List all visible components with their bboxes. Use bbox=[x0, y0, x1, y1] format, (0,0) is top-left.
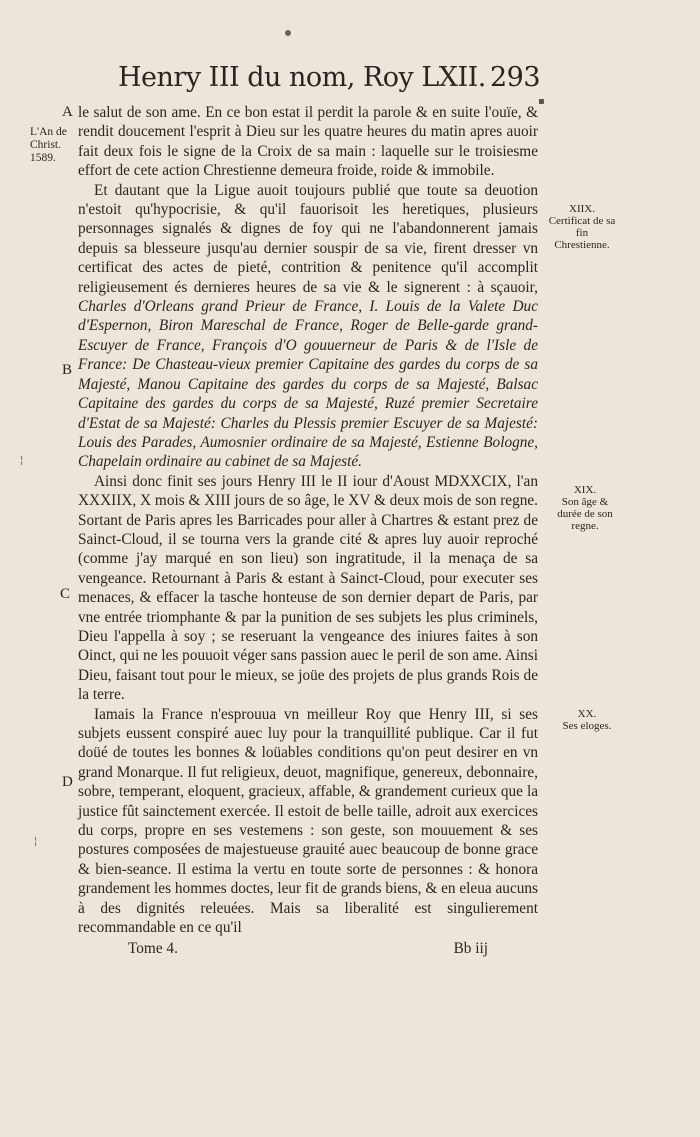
ink-spot bbox=[285, 30, 291, 36]
paragraph-certificate bbox=[78, 181, 538, 472]
year-note-line2: Christ. bbox=[30, 139, 61, 151]
margin-note-19-text: Certificat de sa fin Chrestienne. bbox=[548, 215, 616, 251]
year-note-line1: L'An de bbox=[30, 126, 67, 138]
section-letter-a: A bbox=[62, 104, 73, 120]
margin-note-20 bbox=[552, 484, 618, 532]
margin-note-19-number: XIIX. bbox=[569, 203, 595, 215]
margin-note-21-number: XX. bbox=[577, 708, 597, 720]
margin-note-21-text: Ses eloges. bbox=[562, 720, 612, 732]
certificate-intro: Et dautant que la Ligue auoit toujours publié que toute sa deuotion n'estoit qu'hypocrisie, & qu'il fauorisoit les heretiques, plusieurs personnages signalés & dignes de foy qui ne l'abandonnerent jamais depuis sa blesseure jusqu'au dernier souspir de sa vie, firent dresser vn certificat des actes de pieté, contrition & penitence qu'il accomplit religieusement és dernieres heures de sa vie & le signerent : à sçauoir, bbox=[78, 181, 538, 296]
section-letter-c: C bbox=[60, 586, 71, 602]
page-number: 293 bbox=[490, 62, 541, 93]
signature-mark: Tome 4. bbox=[128, 940, 178, 958]
year-note bbox=[30, 126, 67, 165]
certificate-signatories: Charles d'Orleans grand Prieur de France, I. Louis de la Valete Duc d'Espernon, Biron Mareschal de France, Roger de Belle-garde grand-Escuyer de France, François d'O gouuerneur de Paris & de l'Isle de France: De Chasteau-vieux premier Capitaine des gardes du corps de sa Majesté, Manou Capitaine des gardes du corps de sa Majesté, Balsac Capitaine des gardes du corps de sa Majesté, Ruzé premier Secretaire d'Estat de sa Majesté: Charles du Plessis premier Escuyer de sa Majesté: Louis des Parades, Aumosnier ordinaire de sa Majesté, Estienne Bologne, Chapelain ordinaire au cabinet de sa Majesté. bbox=[78, 298, 538, 471]
margin-note-19 bbox=[548, 203, 616, 251]
margin-mark: ¦ bbox=[34, 836, 38, 847]
section-letter-d: D bbox=[62, 774, 73, 790]
section-letter-b: B bbox=[62, 362, 73, 378]
catchword: Bb iij bbox=[453, 940, 488, 958]
main-text-block bbox=[78, 103, 538, 959]
paragraph-eulogy: Iamais la France n'esprouua vn meilleur Roy que Henry III, si ses subjets eussent conspiré auec luy pour la tranquillité publique. Car il fut doüé de toutes les bonnes & loüables conditions qu'on peut desirer en vn grand Monarque. Il fut religieux, deuot, magnifique, genereux, debonnaire, sobre, temperant, eloquent, gracieux, affable, & grandement curieux que la justice fût sainctement exercée. Il estoit de belle taille, adroit aux exercices du corps, propre en ses vestemens : son geste, son mouuement & ses postures composées de majestueuse grauité auec beaucoup de bonne grace & bien-seance. Il estima la vertu en toute sorte de personnes : & honora grandement les hommes doctes, leur fit de grands biens, & en eleua aucuns à des dignités releuées. Mais sa liberalité est singulierement recommandable en ce qu'il bbox=[78, 705, 538, 937]
paragraph-reign-end: Ainsi donc finit ses jours Henry III le II iour d'Aoust MDXXCIX, l'an XXXIIX, X mois & XIII jours de so âge, le XV & deux mois de son regne. Sortant de Paris apres les Barricades pour aller à Chartres & estant prez de Sainct-Cloud, il se tourna vers la grande cité & apres luy auoir reproché (comme j'ay marqué en son lieu) son ingratitude, il la menaça de sa vengeance. Retournant à Paris & estant à Sainct-Cloud, pour executer ses menaces, & effacer la tasche honteuse de son dernier depart de Paris, par vne entrée triomphante & par la punition de ses subjets les plus criminels, Dieu l'appella à soy ; se reseruant la vengeance des iniures faites à son Oinct, qui ne les pouuoit véger sans passion auec le peril de son ame. Ainsi Dieu, faisant tout pour le mieux, se joüe des projets de plus grands Rois de la terre. bbox=[78, 472, 538, 704]
page-footer bbox=[78, 939, 538, 958]
running-header bbox=[118, 62, 541, 93]
margin-note-21 bbox=[556, 708, 618, 732]
running-title: Henry III du nom, Roy LXII. bbox=[118, 62, 486, 93]
margin-note-20-text: Son âge & durée de son regne. bbox=[557, 496, 613, 532]
margin-mark: ▪ bbox=[538, 96, 545, 107]
paragraph-death: le salut de son ame. En ce bon estat il perdit la parole & en suite l'ouïe, & rendit doucement l'esprit à Dieu sur les quatre heures du matin apres auoir fait deux fois le signe de la Croix de sa main : laquelle sur le troisiesme effort de cete action Chrestienne demeura froide, roide & immobile. bbox=[78, 104, 538, 180]
margin-mark: ¦ bbox=[20, 455, 24, 466]
year-note-line3: 1589. bbox=[30, 152, 56, 164]
margin-note-20-number: XIX. bbox=[573, 484, 597, 496]
